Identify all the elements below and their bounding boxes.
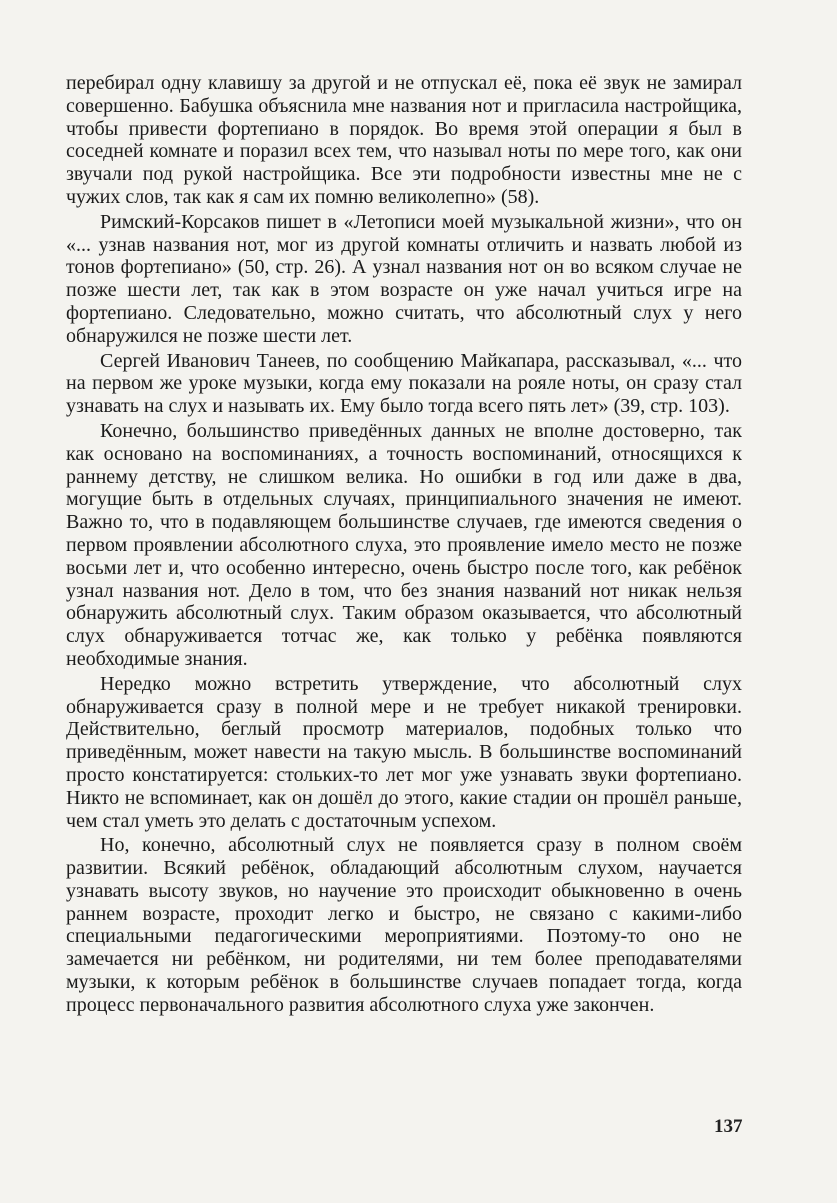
paragraph-continuation: перебирал одну клавишу за другой и не отпускал её, пока её звук не замирал совершенно. Бабушка объяснила мне названия нот и пригласила настройщика, чтобы привести фортепиано в порядок. Во время этой операции я был в соседней комнате и поразил всех тем, что называл ноты по мере того, как они звучали под рукой настройщика. Все эти подробности известны мне не с чужих слов, так как я сам их помню великолепно» (58).: [66, 72, 742, 208]
page-body: [66, 72, 742, 1019]
paragraph-taneev: Сергей Иванович Танеев, по сообщению Майкапара, рассказывал, «... что на первом же уроке музыки, когда ему показали на рояле ноты, он сразу стал узнавать на слух и называть их. Ему было тогда всего пять лет» (39, стр. 103).: [66, 349, 742, 418]
paragraph-data-reliability: Конечно, большинство приведённых данных не вполне достоверно, так как основано на воспоминаниях, а точность воспоминаний, относящихся к раннему детству, не слишком велика. Но ошибки в год или даже в два, могущие быть в отдельных случаях, принципиального значения не имеют. Важно то, что в подавляющем большинстве случаев, где имеются сведения о первом проявлении абсолютного слуха, это проявление имело место не позже восьми лет и, что особенно интересно, очень быстро после того, как ребёнок узнал названия нот. Дело в том, что без знания названий нот никак нельзя обнаружить абсолютный слух. Таким образом оказывается, что абсолютный слух обнаруживается тотчас же, как только у ребёнка появляются необходимые знания.: [66, 419, 742, 670]
paragraph-development: Но, конечно, абсолютный слух не появляется сразу в полном своём развитии. Всякий ребёнок, обладающий абсолютным слухом, научается узнавать высоту звуков, но научение это происходит обыкновенно в очень раннем возрасте, проходит легко и быстро, не связано с какими-либо специальными педагогическими мероприятиями. Поэтому-то оно не замечается ни ребёнком, ни родителями, ни тем более преподавателями музыки, к которым ребёнок в большинстве случаев попадает тогда, когда процесс первоначального развития абсолютного слуха уже закончен.: [66, 834, 742, 1016]
page-number: 137: [714, 1116, 743, 1137]
paragraph-rimsky-korsakov: Римский-Корсаков пишет в «Летописи моей музыкальной жизни», что он «... узнав названия нот, мог из другой комнаты отличить и назвать любой из тонов фортепиано» (50, стр. 26). А узнал названия нот он во всяком случае не позже шести лет, так как в этом возрасте он уже начал учиться игре на фортепиано. Следовательно, можно считать, что абсолютный слух у него обнаружился не позже шести лет.: [66, 210, 742, 347]
paragraph-training-claim: Нередко можно встретить утверждение, что абсолютный слух обнаруживается сразу в полной мере и не требует никакой тренировки. Действительно, беглый просмотр материалов, подобных только что приведённым, может навести на такую мысль. В большинстве воспоминаний просто констатируется: стольких-то лет мог уже узнавать звуки фортепиано. Никто не вспоминает, как он дошёл до этого, какие стадии он прошёл раньше, чем стал уметь это делать с достаточным успехом.: [66, 672, 742, 832]
